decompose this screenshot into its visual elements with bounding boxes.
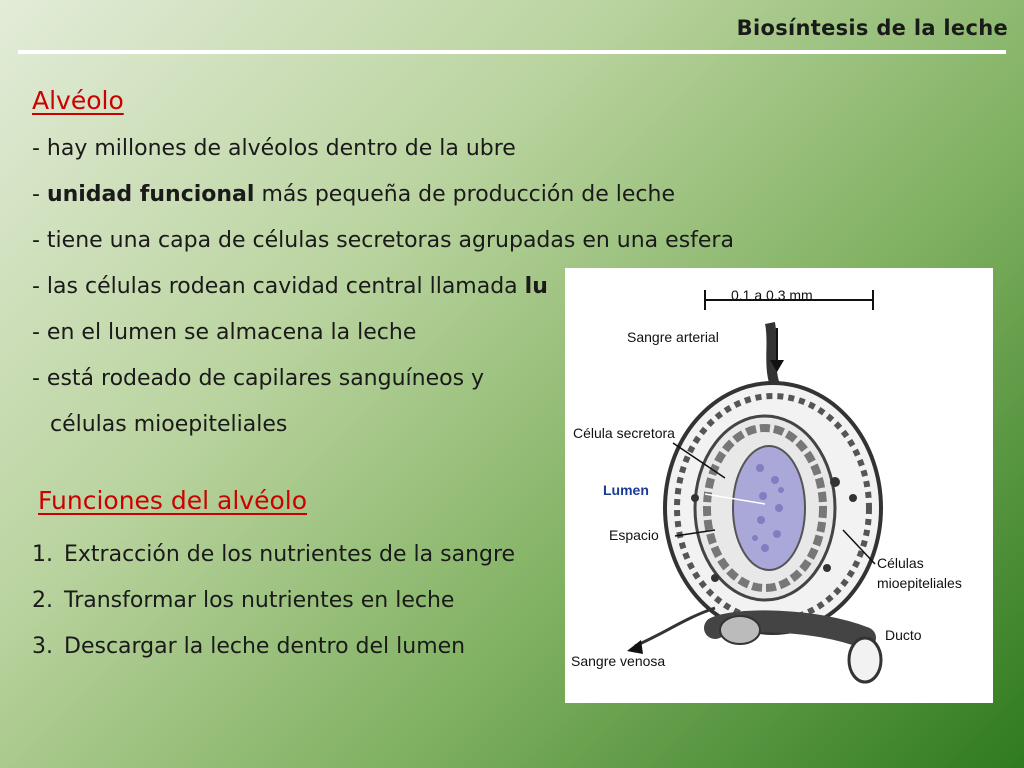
bullet-almacena: - en el lumen se almacena la leche xyxy=(32,320,417,345)
vein-arrow-head xyxy=(627,640,643,654)
label-espacio: Espacio xyxy=(609,527,659,543)
list-text: Extracción de los nutrientes de la sangre xyxy=(64,542,516,567)
list-number: 1. xyxy=(32,542,53,567)
duct-segment xyxy=(720,616,760,644)
list-item xyxy=(32,634,465,659)
list-number: 2. xyxy=(32,588,53,613)
bullet-capa-celulas: - tiene una capa de células secretoras agrupadas en una esfera xyxy=(32,228,734,253)
header-divider xyxy=(18,50,1006,54)
label-sangre-venosa: Sangre venosa xyxy=(571,653,666,669)
section-heading-funciones: Funciones del alvéolo xyxy=(38,486,308,515)
list-text: Transformar los nutrientes en leche xyxy=(64,588,455,613)
vein-line xyxy=(635,608,715,646)
label-mioepiteliales: mioepiteliales xyxy=(877,575,962,591)
bullet-prefix: - xyxy=(32,182,47,207)
bullet-cavidad-central xyxy=(32,274,548,299)
label-lumen: Lumen xyxy=(603,482,649,498)
list-item xyxy=(32,588,454,613)
alveolus-diagram xyxy=(565,268,993,703)
duct-opening xyxy=(849,638,881,682)
bullet-millones: - hay millones de alvéolos dentro de la ubre xyxy=(32,136,516,161)
bullet-capilares: - está rodeado de capilares sanguíneos y xyxy=(32,366,485,391)
slide-title: Biosíntesis de la leche xyxy=(736,16,1008,40)
bullet-unidad-funcional xyxy=(32,182,675,207)
lumen xyxy=(733,446,805,570)
bullet-rest: más pequeña de producción de leche xyxy=(254,182,675,207)
scale-label: 0.1 a 0.3 mm xyxy=(731,287,813,303)
list-number: 3. xyxy=(32,634,53,659)
alveolus-illustration xyxy=(565,268,993,703)
label-ducto: Ducto xyxy=(885,627,922,643)
bullet-capilares-cont: células mioepiteliales xyxy=(50,412,288,437)
section-heading-alveolo: Alvéolo xyxy=(32,86,124,115)
bold-term: unidad funcional xyxy=(46,182,255,207)
bullet-text: - las células rodean cavidad central llamada xyxy=(32,274,525,299)
label-celula-secretora: Célula secretora xyxy=(573,425,675,441)
label-sangre-arterial: Sangre arterial xyxy=(627,329,719,345)
list-text: Descargar la leche dentro del lumen xyxy=(64,634,466,659)
list-item xyxy=(32,542,515,567)
bold-term: lu xyxy=(524,274,548,299)
label-celulas: Células xyxy=(877,555,924,571)
